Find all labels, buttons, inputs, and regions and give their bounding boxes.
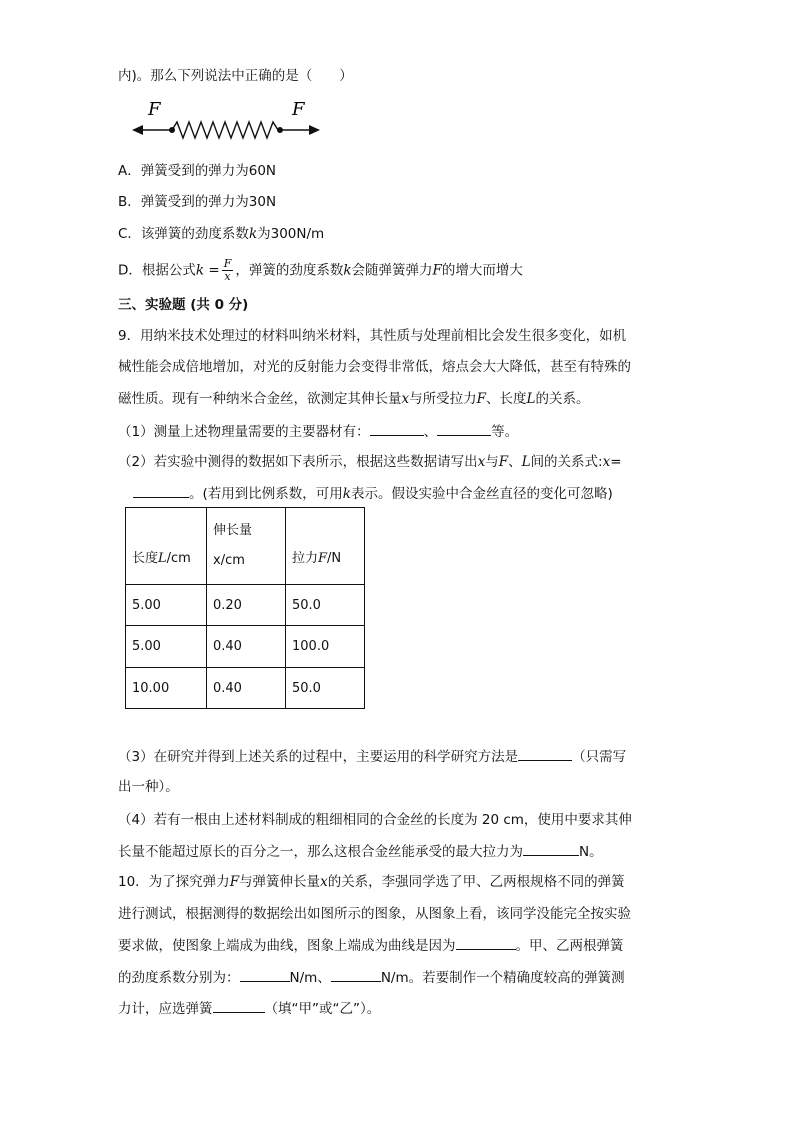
q9-line-2: 械性能会成倍地增加，对光的反射能力会变得非常低，熔点会大大降低，甚至有特殊的 [118,359,631,375]
left-spring-end [169,127,175,133]
q10-line-3: 要求做，使图象上端成为曲线，图象上端成为曲线是因为 。甲、乙两根弹簧 [118,935,624,956]
answer-blank[interactable] [456,935,516,950]
option-d: D．根据公式k = $\frac{F}{x}$ ，弹簧的劲度系数k会随弹簧弹力F的增大而增大 [118,257,523,283]
q9-sub3: （3）在研究并得到上述关系的过程中，主要运用的科学研究方法是 （只需写 [118,746,626,767]
section-title: 三、实验题 (共 0 分) [118,297,249,313]
answer-blank[interactable] [370,421,424,436]
q9-sub4: （4）若有一根由上述材料制成的粗细相同的合金丝的长度为 20 cm，使用中要求其伸 [118,812,632,828]
answer-blank[interactable] [133,483,189,498]
table-header-row [126,508,365,585]
table-row: 10.00 0.40 50.0 [126,668,365,709]
spring-coil [172,122,278,138]
header-extension: 伸长量 x/cm [207,508,286,585]
q10-line-4: 的劲度系数分别为： N/m、 N/m。若要制作一个精确度较高的弹簧测 [118,967,625,988]
answer-blank[interactable] [518,746,572,761]
left-arrowhead [132,125,143,135]
q8-stem-tail: 内)。那么下列说法中正确的是（ ） [118,68,353,84]
q9-sub3-continued: 出一种）。 [118,779,179,795]
answer-blank[interactable] [331,967,381,982]
force-label-left: F [148,99,161,120]
table-row: 5.00 0.40 100.0 [126,626,365,668]
right-arrowhead [309,125,320,135]
answer-blank[interactable] [240,967,290,982]
formula-lhs: k = [195,262,220,279]
spring-figure [130,95,330,141]
formula-fraction: $\frac{F}{x}$ [223,257,232,283]
option-b: B．弹簧受到的弹力为30N [118,194,277,210]
q9-line-1: 9．用纳米技术处理过的材料叫纳米材料，其性质与处理前相比会发生很多变化，如机 [118,328,627,344]
table-row: 5.00 0.20 50.0 [126,585,365,626]
force-label-right: F [292,99,305,120]
header-length: 长度L/cm [126,508,207,585]
header-force: 拉力F/N [286,508,365,585]
data-table [125,507,365,709]
q10-line-1: 10．为了探究弹力F与弹簧伸长量x的关系，李强同学选了甲、乙两根规格不同的弹簧 [118,874,625,890]
q10-line-5: 力计，应选弹簧 （填“甲”或“乙”）。 [118,998,380,1019]
answer-blank[interactable] [213,998,265,1013]
q9-line-3: 磁性质。现有一种纳米合金丝，欲测定其伸长量x与所受拉力F、长度L的关系。 [118,391,590,407]
q9-sub4-continued: 长量不能超过原长的百分之一，那么这根合金丝能承受的最大拉力为 N。 [118,841,603,862]
answer-blank[interactable] [437,421,491,436]
q9-sub1: （1）测量上述物理量需要的主要器材有： 、 等。 [118,421,518,442]
option-a: A．弹簧受到的弹力为60N [118,163,277,179]
q9-sub2-continued: 。(若用到比例系数，可用k表示。假设实验中合金丝直径的变化可忽略) [133,483,613,504]
q9-sub2: （2）若实验中测得的数据如下表所示，根据这些数据请写出x与F、L间的关系式:x= [118,454,622,470]
q10-line-2: 进行测试，根据测得的数据绘出如图所示的图象，从图象上看，该同学没能完全按实验 [118,906,631,922]
option-c: C．该弹簧的劲度系数k为300N/m [118,226,325,242]
answer-blank[interactable] [523,841,579,856]
